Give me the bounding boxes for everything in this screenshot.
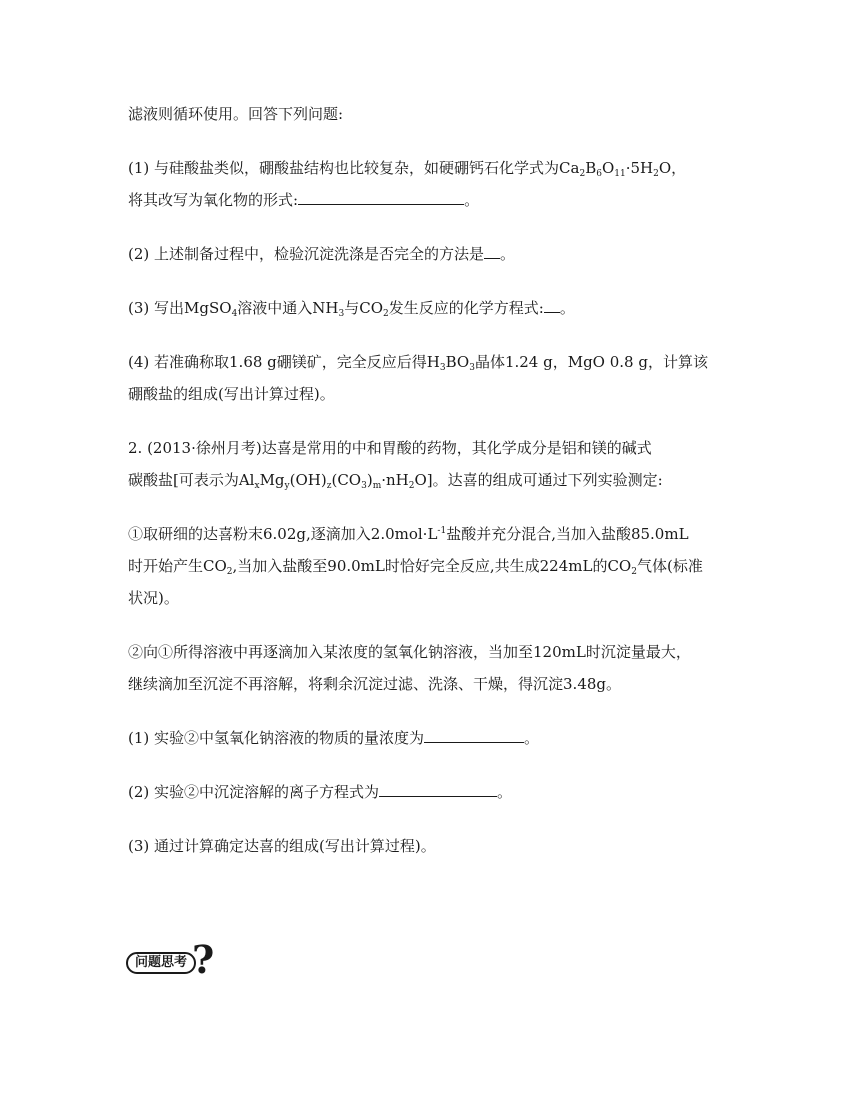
- q1-line2: 将其改写为氧化物的形式: 。: [128, 191, 480, 209]
- step1-line2: 时开始产生$CO_2$,当加入盐酸至90.0mL时恰好完全反应,共生成224mL的$CO_2$气体(标准: [128, 557, 703, 577]
- question-mark-icon: ?: [192, 937, 215, 982]
- q3-line: (3) 写出MgSO$_4$溶液中通入$NH_3$与$CO_2$发生反应的化学方程式: 。: [128, 299, 575, 319]
- answer-blank: [484, 244, 500, 259]
- answer-blank: [379, 782, 497, 797]
- answer-blank: [544, 298, 560, 313]
- problem2-line1: 2. (2013·徐州月考)达喜是常用的中和胃酸的药物，其化学成分是铝和镁的碱式: [128, 439, 652, 457]
- logo-label: 问题思考: [126, 952, 196, 974]
- intro-line: 滤液则循环使用。回答下列问题:: [128, 105, 344, 123]
- q1-line1: (1) 与硅酸盐类似，硼酸盐结构也比较复杂，如硬硼钙石化学式为$Ca_2B_6O_{11}\cdot 5H_2O$，: [128, 159, 687, 179]
- answer-blank: [424, 728, 524, 743]
- step2-line1: ②向①所得溶液中再逐滴加入某浓度的氢氧化钠溶液，当加至120mL时沉淀量最大，: [128, 643, 691, 661]
- subq2-line: (2) 实验②中沉淀溶解的离子方程式为 。: [128, 783, 513, 801]
- problem2-line2: 碳酸盐[可表示为$Al_xMg_y(OH)_z(CO_3)_m\cdot nH_2O$]。达喜的组成可通过下列实验测定:: [128, 471, 663, 491]
- answer-blank: [298, 190, 464, 205]
- subq1-line: (1) 实验②中氢氧化钠溶液的物质的量浓度为 。: [128, 729, 540, 747]
- q4-line1: (4) 若准确称取1.68 g硼镁矿，完全反应后得$H_3BO_3$晶体1.24 g，MgO 0.8 g，计算该: [128, 353, 708, 373]
- step2-line2: 继续滴加至沉淀不再溶解，将剩余沉淀过滤、洗涤、干燥，得沉淀3.48g。: [128, 675, 622, 693]
- step1-line3: 状况)。: [128, 589, 179, 607]
- subq3-line: (3) 通过计算确定达喜的组成(写出计算过程)。: [128, 837, 436, 855]
- step1-line1: ①取研细的达喜粉末6.02g,逐滴加入$2.0mol\cdot L^{-1}$盐酸并充分混合,当加入盐酸85.0mL: [128, 525, 689, 543]
- question-think-logo: [126, 937, 216, 982]
- q2-line: (2) 上述制备过程中，检验沉淀洗涤是否完全的方法是 。: [128, 245, 516, 263]
- q4-line2: 硼酸盐的组成(写出计算过程)。: [128, 385, 335, 403]
